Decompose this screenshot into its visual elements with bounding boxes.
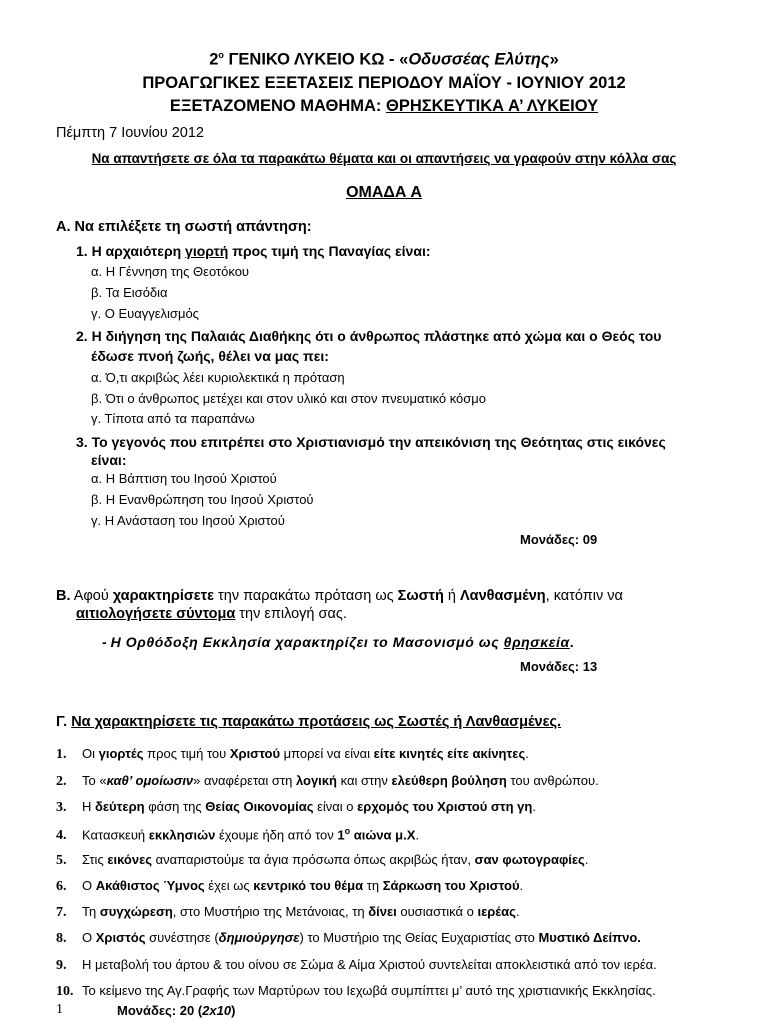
statement-text: Η [82, 799, 95, 814]
statement-item [56, 852, 588, 869]
statement-item [56, 773, 599, 790]
statement-text: εκκλησιών [148, 827, 216, 843]
q2-option: γ. Τίποτα από τα παραπάνω [91, 411, 255, 426]
statement-number: 1. [56, 747, 67, 762]
statement-text: ) το Μυστήριο της Θείας Ευχαριστίας στο [299, 930, 539, 945]
b-text: την παρακάτω πρόταση ως [214, 588, 398, 604]
statement-text: αιώνα μ.Χ [350, 827, 416, 843]
b-text: , κατόπιν να [545, 588, 623, 604]
statement-text: μπορεί να είναι [280, 746, 374, 761]
stmt-text: Η Ορθόδοξη Εκκλησία χαρακτηρίζει το Μασονισμό ως [110, 634, 504, 650]
statement-text: Τη [82, 904, 100, 919]
section-b-statement [102, 634, 574, 650]
statement-text: ελεύθερη βούληση [391, 773, 507, 788]
statement-number: 9. [56, 958, 67, 973]
b-text: ή [443, 588, 460, 604]
statement-text: εικόνες [107, 852, 153, 867]
statement-item [56, 746, 529, 763]
title-number: 2 [209, 50, 219, 69]
statement-text: είναι ο [313, 799, 358, 814]
statement-text: Το « [82, 773, 107, 788]
statement-item [56, 957, 657, 974]
statement-text: γιορτές [98, 746, 144, 761]
stmt-underlined: θρησκεία [503, 634, 570, 650]
question-3-line2: είναι: [91, 452, 127, 468]
statement-text: , στο Μυστήριο της Μετάνοιας, τη [172, 904, 369, 919]
statement-text: δημιούργησε [218, 930, 300, 945]
school-title [0, 50, 768, 70]
statement-text: Σάρκωση του Χριστού [382, 878, 520, 893]
c-marks-italic: 2x10 [202, 1003, 232, 1018]
degree-mark: ο [218, 50, 224, 60]
statement-text: προς τιμή του [143, 746, 230, 761]
statement-item [56, 799, 536, 816]
page-number: 1 [56, 1002, 63, 1017]
statement-item [56, 878, 523, 895]
q2-option: β. Ότι ο άνθρωπος μετέχει και στον υλικό και στον πνευματικό κόσμο [91, 391, 487, 406]
statement-text: » αναφέρεται στη [193, 773, 296, 788]
statement-text: Ο [82, 930, 96, 945]
q1-text-a: 1. Η αρχαιότερη [76, 243, 186, 259]
section-c-title [56, 714, 561, 730]
q3-option: α. Η Βάπτιση του Ιησού Χριστού [91, 471, 277, 486]
statement-text: Θείας Οικονομίας [205, 799, 314, 814]
exam-date: Πέμπτη 7 Ιουνίου 2012 [56, 125, 204, 141]
statement-text: Κατασκευή [82, 827, 149, 843]
question-2-line2: έδωσε πνοή ζωής, θέλει να μας πει: [91, 348, 329, 364]
question-1 [76, 243, 431, 259]
question-3-line1: 3. Το γεγονός που επιτρέπει στο Χριστιανισμό την απεικόνιση της Θεότητας στις εικόνες [76, 434, 666, 450]
b-bold: Λανθασμένη [460, 588, 546, 604]
statement-text: . [519, 878, 524, 893]
stmt-end: . [569, 634, 574, 650]
q1-option: β. Τα Εισόδια [91, 285, 168, 300]
statement-number: 4. [56, 828, 67, 844]
statement-text: είτε κινητές είτε ακίνητες [373, 746, 526, 761]
c-marks-b: ) [231, 1003, 236, 1018]
subject-label: ΕΞΕΤΑΖΟΜΕΝΟ ΜΑΘΗΜΑ: [169, 97, 386, 115]
title-quote-close: » [549, 50, 559, 69]
b-bold: χαρακτηρίσετε [112, 588, 215, 604]
statement-text: Οι [82, 746, 99, 761]
statement-number: 7. [56, 905, 67, 920]
statement-text: καθ’ ομοίωσιν [106, 773, 194, 788]
statement-text: φάση της [144, 799, 206, 814]
statement-text: Ο [82, 878, 96, 893]
section-b-letter: Β. [56, 588, 71, 604]
statement-text: Χριστός [95, 930, 146, 945]
statement-text: . [532, 799, 536, 814]
statement-text: δεύτερη [95, 799, 145, 814]
statement-text: ο [344, 826, 351, 836]
statement-item [56, 904, 520, 921]
statement-text: . [584, 852, 589, 867]
statement-number: 6. [56, 879, 67, 894]
statement-text: τη [363, 878, 383, 893]
statement-text: αναπαριστούμε τα άγια πρόσωπα όπως ακριβώς ήταν, [152, 852, 475, 867]
instruction-line: Να απαντήσετε σε όλα τα παρακάτω θέματα και οι απαντήσεις να γραφούν στην κόλλα σας [91, 151, 677, 166]
statement-text: λογική [295, 773, 337, 788]
statement-text: σαν φωτογραφίες [474, 852, 585, 867]
statement-text: Μυστικό Δείπνο. [538, 930, 641, 945]
statement-text: ουσιαστικά ο [396, 904, 478, 919]
statement-number: 5. [56, 853, 67, 868]
b-text: Αφού [70, 588, 113, 604]
statement-item [56, 930, 641, 947]
statement-text: . [415, 827, 420, 843]
statement-number: 2. [56, 774, 67, 789]
section-b-line1 [56, 588, 623, 604]
q3-option: β. Η Ενανθρώπηση του Ιησού Χριστού [91, 492, 314, 507]
b-underlined: αιτιολογήσετε σύντομα [76, 606, 236, 622]
statement-text: του ανθρώπου. [506, 773, 599, 788]
q3-option: γ. Η Ανάσταση του Ιησού Χριστού [91, 513, 285, 528]
exam-title: ΠΡΟΑΓΩΓΙΚΕΣ ΕΞΕΤΑΣΕΙΣ ΠΕΡΙΟΔΟΥ ΜΑΪΟΥ - ΙΟΥΝΙΟΥ 2012 [142, 74, 626, 92]
subject-name: ΘΡΗΣΚΕΥΤΙΚΑ Α’ ΛΥΚΕΙΟΥ [386, 97, 599, 115]
section-c-heading: Να χαρακτηρίσετε τις παρακάτω προτάσεις ως Σωστές ή Λανθασμένες. [71, 714, 562, 730]
statement-text: έχουμε ήδη από τον [215, 827, 338, 843]
statement-text: Η μεταβολή του άρτου & του οίνου σε Σώμα & Αίμα Χριστού συντελείται αποκλειστικά από τον ιερέα. [82, 957, 657, 972]
b-bold: Σωστή [397, 588, 444, 604]
statement-text: 1 [337, 827, 345, 843]
section-a-title: Α. Να επιλέξετε τη σωστή απάντηση: [56, 219, 312, 235]
group-title: ΟΜΑΔΑ Α [346, 184, 422, 201]
statement-number: 3. [56, 800, 67, 815]
statement-item [56, 826, 419, 844]
statement-text: Χριστού [229, 746, 281, 761]
statement-text: . [515, 904, 520, 919]
statement-text: Στις [82, 852, 108, 867]
section-b-marks: Μονάδες: 13 [520, 659, 598, 674]
statement-text: συγχώρεση [99, 904, 173, 919]
section-a-marks: Μονάδες: 09 [520, 532, 598, 547]
statement-number: 8. [56, 931, 67, 946]
stmt-dash: - [102, 634, 111, 650]
statement-text: ερχομός του Χριστού στη γη [357, 799, 533, 814]
school-name: Οδυσσέας Ελύτης [408, 50, 550, 69]
statement-text: και στην [336, 773, 392, 788]
section-b-line2 [76, 606, 347, 622]
statement-item [56, 983, 656, 1000]
title-school: ΓΕΝΙΚΟ ΛΥΚΕΙΟ ΚΩ - « [223, 50, 409, 69]
b-text: την επιλογή σας. [235, 606, 347, 622]
section-c-marks [117, 1003, 235, 1018]
c-marks-a: Μονάδες: 20 ( [117, 1003, 203, 1018]
statement-number: 10. [56, 984, 74, 999]
statement-text: Ακάθιστος Ύμνος [95, 878, 205, 893]
statement-text: δίνει [368, 904, 397, 919]
q1-option: α. Η Γέννηση της Θεοτόκου [91, 264, 250, 279]
statement-text: ιερέας [477, 904, 516, 919]
statement-text: συνέστησε ( [145, 930, 219, 945]
statement-text: Το κείμενο της Αγ.Γραφής των Μαρτύρων του Ιεχωβά συμπίπτει μ’ αυτό της χριστιανικής Εκκλησίας. [82, 983, 656, 998]
q1-option: γ. Ο Ευαγγελισμός [91, 306, 199, 321]
section-c-letter: Γ. [56, 714, 72, 730]
q1-underlined: γιορτή [185, 243, 229, 259]
subject-line [0, 97, 768, 116]
q1-text-b: προς τιμή της Παναγίας είναι: [228, 243, 431, 259]
question-2-line1: 2. Η διήγηση της Παλαιάς Διαθήκης ότι ο άνθρωπος πλάστηκε από χώμα και ο Θεός του [76, 328, 662, 344]
statement-text: έχει ως [204, 878, 254, 893]
statement-text: . [525, 746, 529, 761]
q2-option: α. Ό,τι ακριβώς λέει κυριολεκτικά η πρόταση [91, 370, 345, 385]
statement-text: κεντρικό του θέμα [253, 878, 364, 893]
